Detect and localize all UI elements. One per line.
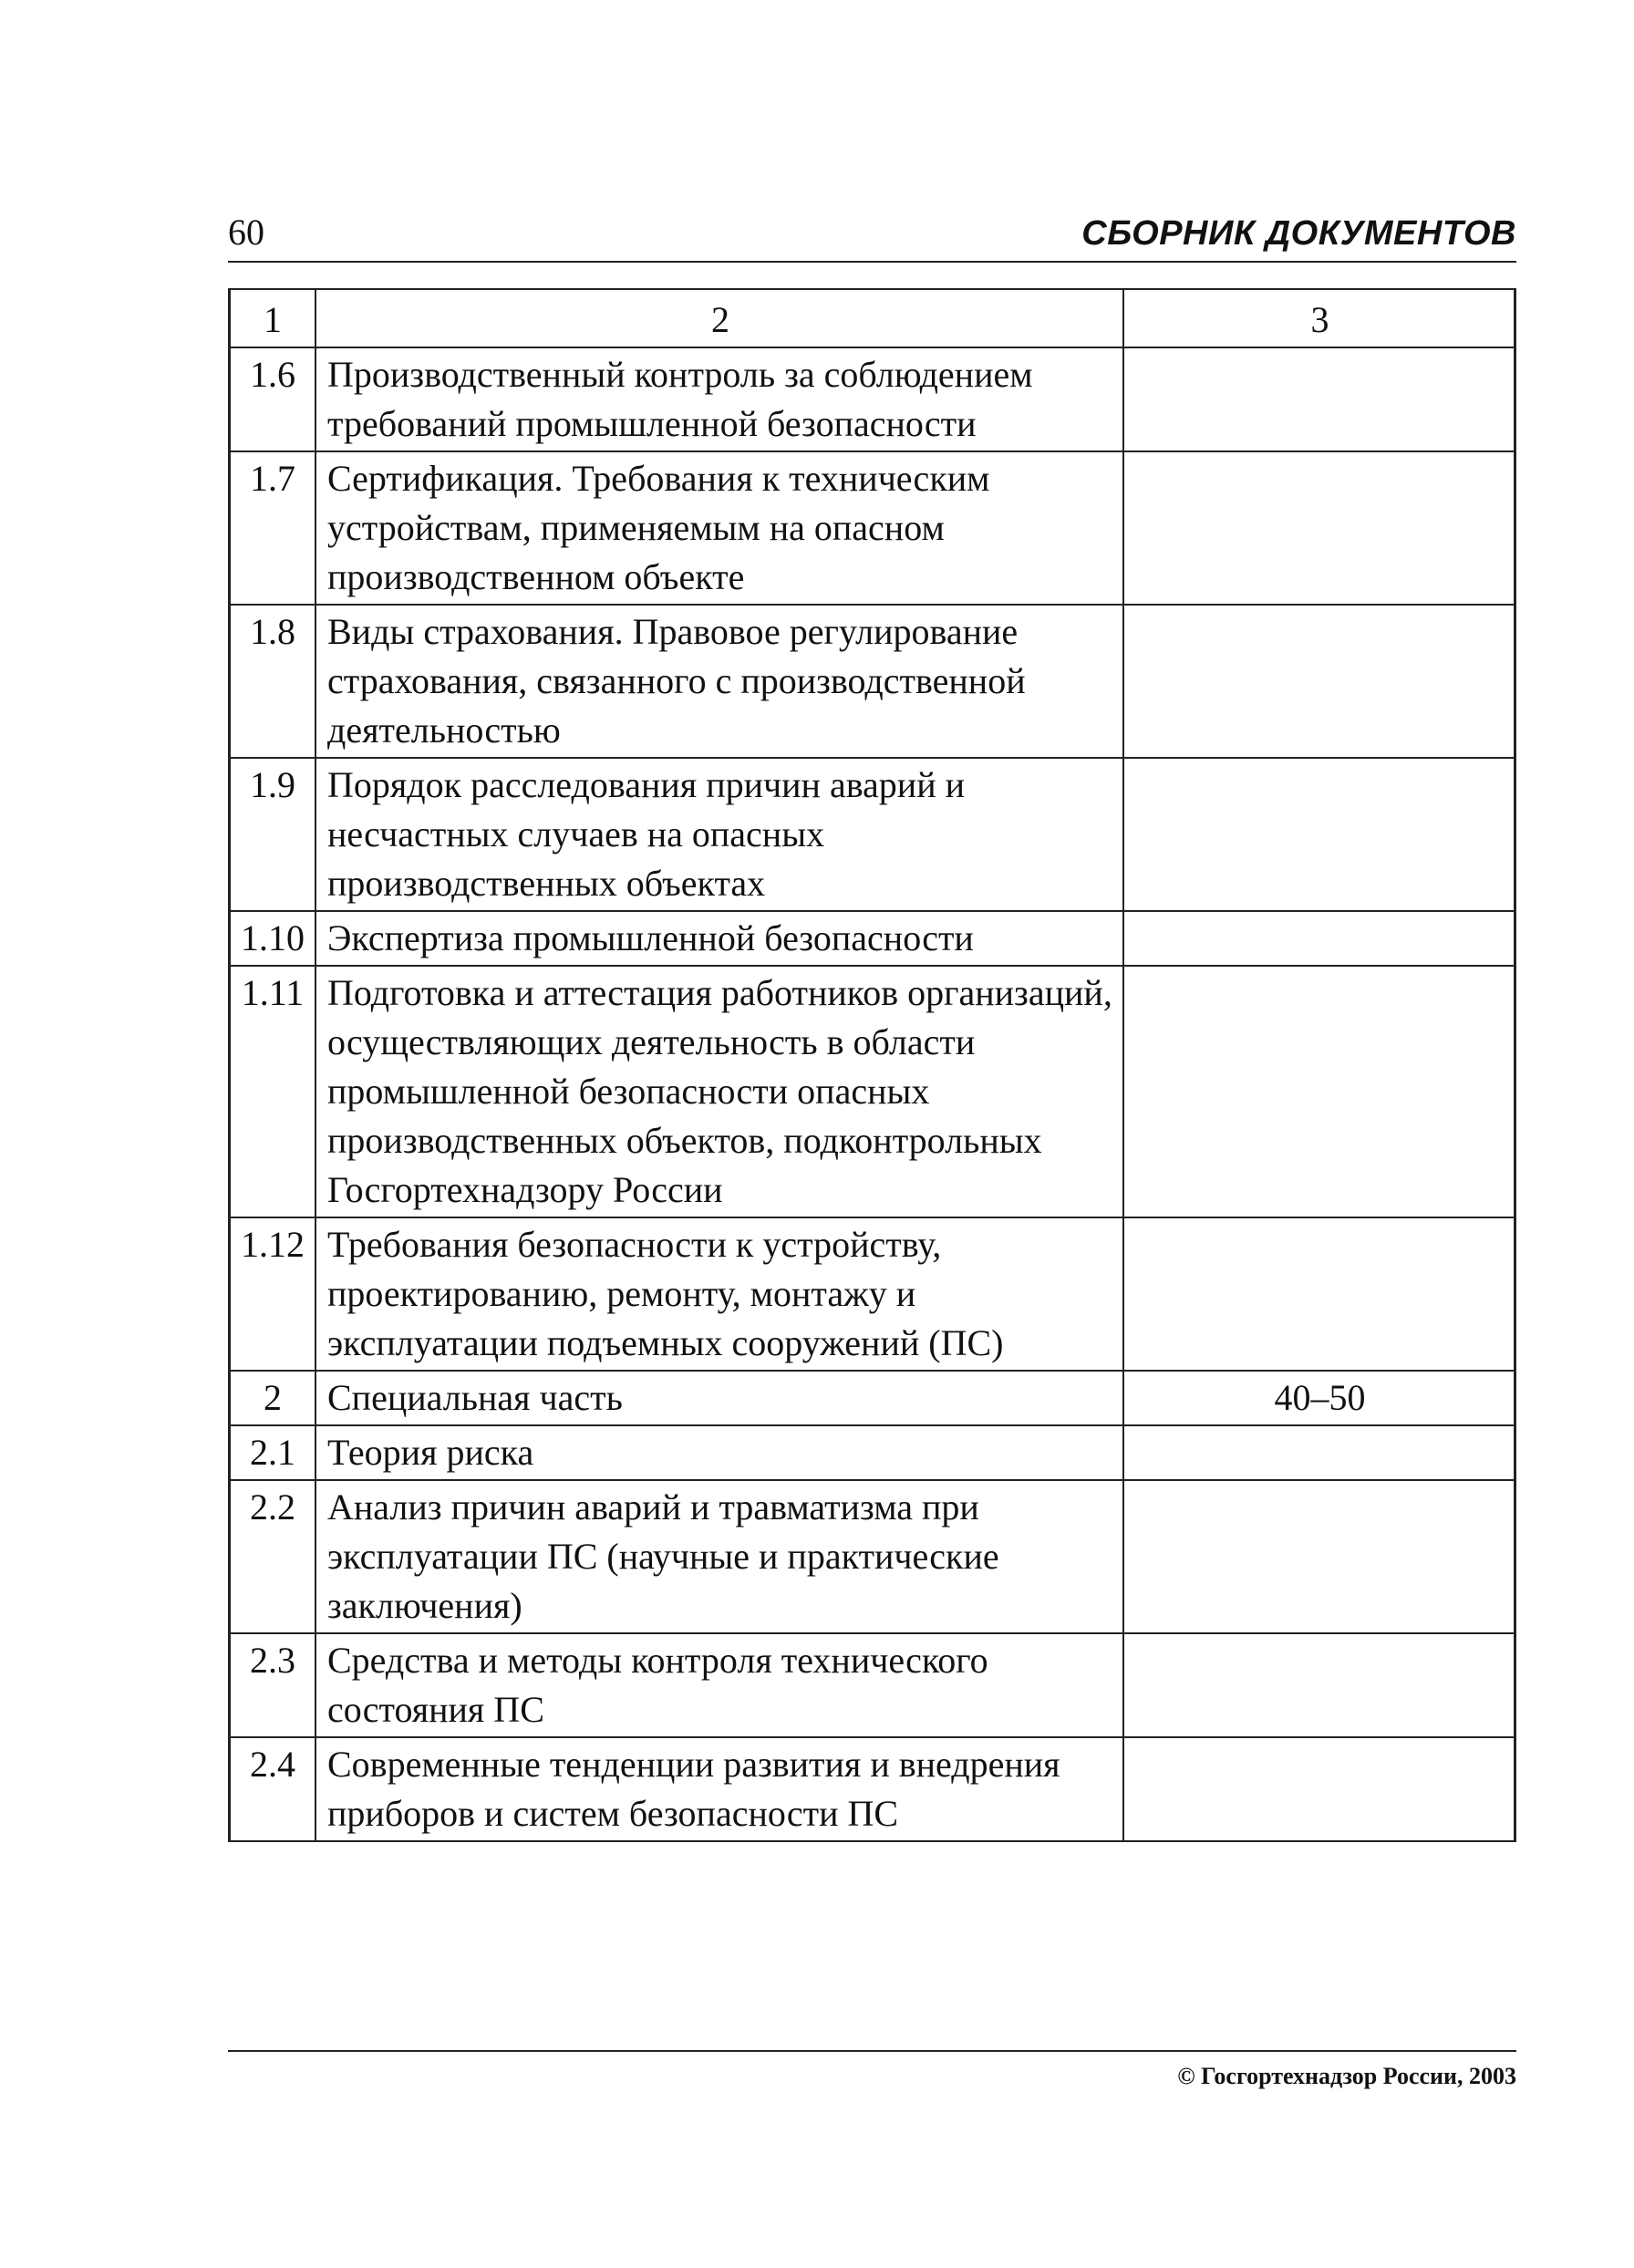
table-row (230, 1371, 1515, 1425)
row-number: 1.8 (230, 605, 316, 758)
row-topic: Требования безопасности к устройству, проектированию, ремонту, монтажу и эксплуатации подъемных сооружений (ПС) (315, 1217, 1123, 1371)
table-row (230, 758, 1515, 911)
table-row (230, 347, 1515, 451)
page-number: 60 (228, 212, 264, 253)
table-row (230, 911, 1515, 966)
page-header (228, 208, 1516, 263)
row-topic: Современные тенденции развития и внедрения приборов и систем безопасности ПС (315, 1737, 1123, 1841)
row-number: 2 (230, 1371, 316, 1425)
row-hours (1123, 1480, 1515, 1633)
row-hours (1123, 1737, 1515, 1841)
row-topic: Специальная часть (315, 1371, 1123, 1425)
table-row (230, 605, 1515, 758)
row-topic: Порядок расследования причин аварий и несчастных случаев на опасных производственных объектах (315, 758, 1123, 911)
row-topic: Теория риска (315, 1425, 1123, 1480)
row-hours (1123, 1633, 1515, 1737)
row-hours (1123, 911, 1515, 966)
row-topic: Сертификация. Требования к техническим устройствам, применяемым на опасном производственном объекте (315, 451, 1123, 605)
row-topic: Средства и методы контроля технического состояния ПС (315, 1633, 1123, 1737)
row-number: 1.11 (230, 966, 316, 1217)
row-number: 2.1 (230, 1425, 316, 1480)
column-header-3: 3 (1123, 289, 1515, 347)
row-hours (1123, 1217, 1515, 1371)
table-body (230, 289, 1515, 1841)
table-row (230, 966, 1515, 1217)
running-title: СБОРНИК ДОКУМЕНТОВ (1081, 214, 1516, 253)
table-row (230, 1425, 1515, 1480)
table-row (230, 1480, 1515, 1633)
column-header-2: 2 (315, 289, 1123, 347)
row-hours (1123, 966, 1515, 1217)
row-hours (1123, 1425, 1515, 1480)
table-row (230, 451, 1515, 605)
row-number: 1.12 (230, 1217, 316, 1371)
row-hours (1123, 347, 1515, 451)
row-number: 2.4 (230, 1737, 316, 1841)
row-topic: Производственный контроль за соблюдением требований промышленной безопасности (315, 347, 1123, 451)
copyright-notice: © Госгортехнадзор России, 2003 (1177, 2063, 1516, 2089)
row-topic: Экспертиза промышленной безопасности (315, 911, 1123, 966)
row-number: 1.6 (230, 347, 316, 451)
row-hours: 40–50 (1123, 1371, 1515, 1425)
column-header-1: 1 (230, 289, 316, 347)
table-row (230, 1217, 1515, 1371)
row-topic: Подготовка и аттестация работников организаций, осуществляющих деятельность в области промышленной безопасности опасных производственных объектов, подконтрольных Госгортехнадзору России (315, 966, 1123, 1217)
row-number: 1.7 (230, 451, 316, 605)
table-row (230, 1633, 1515, 1737)
row-topic: Виды страхования. Правовое регулирование страхования, связанного с производственной деятельностью (315, 605, 1123, 758)
row-hours (1123, 605, 1515, 758)
row-number: 2.3 (230, 1633, 316, 1737)
row-hours (1123, 758, 1515, 911)
row-topic: Анализ причин аварий и травматизма при эксплуатации ПС (научные и практические заключения) (315, 1480, 1123, 1633)
table-row (230, 1737, 1515, 1841)
curriculum-table (228, 288, 1516, 1842)
row-number: 1.10 (230, 911, 316, 966)
table-header-row (230, 289, 1515, 347)
row-number: 2.2 (230, 1480, 316, 1633)
row-number: 1.9 (230, 758, 316, 911)
footer-rule (228, 2050, 1516, 2052)
row-hours (1123, 451, 1515, 605)
